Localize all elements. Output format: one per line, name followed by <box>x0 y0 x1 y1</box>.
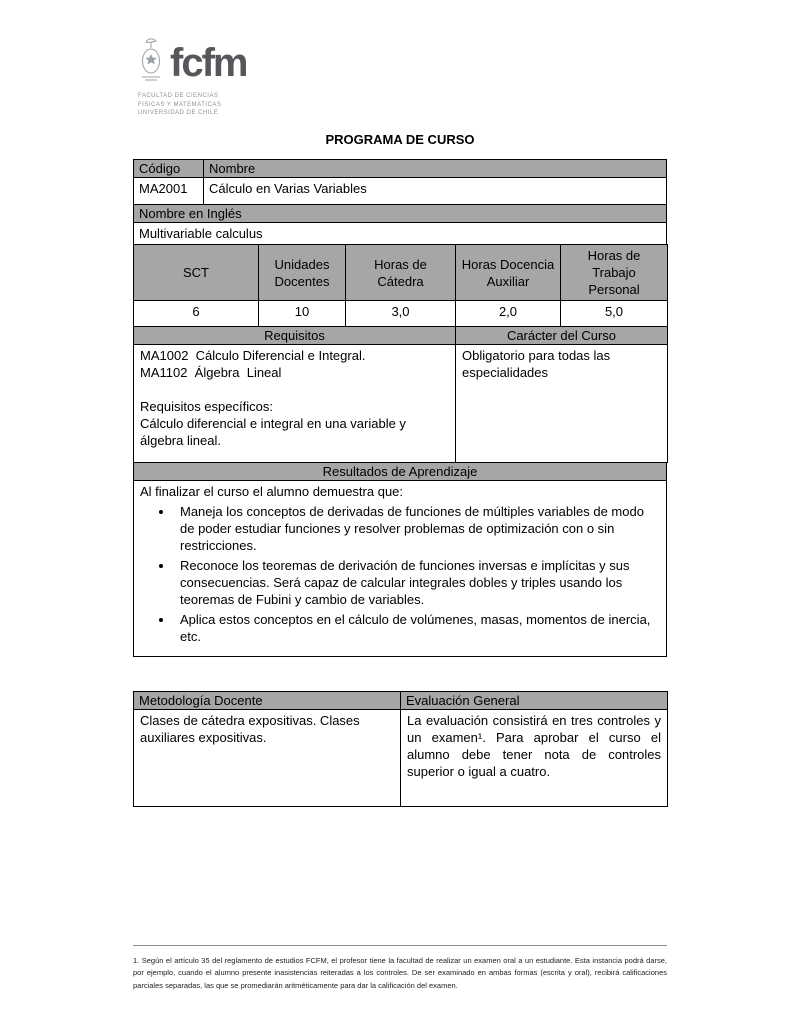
requisitos-value-cell <box>134 345 456 463</box>
horas-catedra-header-cell: Horas de Cátedra <box>346 245 456 301</box>
unidades-docentes-header-cell: Unidades Docentes <box>259 245 346 301</box>
metodologia-evaluacion-table <box>133 691 668 807</box>
metodologia-header-cell: Metodología Docente <box>134 692 401 710</box>
table-row <box>134 345 668 463</box>
resultados-value-cell <box>134 481 667 657</box>
table-row <box>134 463 667 481</box>
requisito-line: MA1002 Cálculo Diferencial e Integral. <box>140 348 366 364</box>
horas-docencia-auxiliar-header-cell: Horas Docencia Auxiliar <box>456 245 561 301</box>
table-row <box>134 205 667 223</box>
resultados-intro: Al finalizar el curso el alumno demuestra que: <box>140 484 404 500</box>
codigo-nombre-table <box>133 159 667 205</box>
horas-trabajo-personal-value-cell: 5,0 <box>561 301 668 327</box>
evaluacion-value-cell: La evaluación consistirá en tres controles y un examen¹. Para aprobar el curso el alumno debe tener nota de controles superior o igual a cuatro. <box>401 710 668 807</box>
requisito-line: Cálculo diferencial e integral en una variable y álgebra lineal. <box>140 416 410 449</box>
table-row <box>134 178 667 205</box>
table-row <box>134 710 668 807</box>
nombre-ingles-value-cell: Multivariable calculus <box>134 223 667 245</box>
table-row <box>134 327 668 345</box>
table-row <box>134 481 667 657</box>
universidad-de-chile-emblem-icon <box>138 36 164 89</box>
sct-header-cell: SCT <box>134 245 259 301</box>
table-row <box>134 160 667 178</box>
fcfm-wordmark: fcfm <box>170 40 247 85</box>
logo-caption-line: FACULTAD DE CIENCIAS <box>138 93 219 99</box>
requisito-line: Requisitos específicos: <box>140 399 273 415</box>
codigo-header-cell: Código <box>134 160 204 178</box>
table-row <box>134 223 667 245</box>
logo-caption-line: FISICAS Y MATEMATICAS <box>138 101 222 108</box>
horas-trabajo-personal-header-cell: Horas de Trabajo Personal <box>561 245 668 301</box>
evaluacion-header-cell: Evaluación General <box>401 692 668 710</box>
footnote-divider <box>133 945 667 946</box>
unidades-docentes-value-cell: 10 <box>259 301 346 327</box>
requisitos-table <box>133 326 668 463</box>
fcfm-logo <box>138 0 308 118</box>
caracter-curso-header-cell: Carácter del Curso <box>456 327 668 345</box>
requisito-line: MA1102 Álgebra Lineal <box>140 365 282 381</box>
horas-docencia-auxiliar-value-cell: 2,0 <box>456 301 561 327</box>
table-row <box>134 245 668 301</box>
metodologia-value-cell: Clases de cátedra expositivas. Clases auxiliares expositivas. <box>134 710 401 807</box>
resultados-header-cell: Resultados de Aprendizaje <box>134 463 667 481</box>
table-row <box>134 692 668 710</box>
resultados-table <box>133 462 667 657</box>
nombre-header-cell: Nombre <box>204 160 667 178</box>
requisito-line <box>140 381 449 398</box>
table-row <box>134 301 668 327</box>
nombre-value-cell: Cálculo en Varias Variables <box>204 178 667 205</box>
caracter-curso-value-cell: Obligatorio para todas las especialidades <box>456 345 668 463</box>
nombre-ingles-header-cell: Nombre en Inglés <box>134 205 667 223</box>
resultados-bullet: • Maneja los conceptos de derivadas de funciones de múltiples variables de modo de poder estudiar funciones y resolver problemas de optimización con o sin restricciones. <box>174 503 660 554</box>
footnote-section <box>133 945 667 992</box>
codigo-value-cell: MA2001 <box>134 178 204 205</box>
resultados-bullet: • Aplica estos conceptos en el cálculo de volúmenes, masas, momentos de inercia, etc. <box>174 611 660 645</box>
resultados-bullet: • Reconoce los teoremas de derivación de funciones inversas e implícitas y sus consecuencias. Será capaz de calcular integrales dobles y triples usando los teoremas de Fubini y cambio de variables. <box>174 557 660 608</box>
sct-value-cell: 6 <box>134 301 259 327</box>
horas-table <box>133 244 668 327</box>
logo-caption <box>138 92 308 118</box>
resultados-bullet-list <box>174 503 660 645</box>
horas-catedra-value-cell: 3,0 <box>346 301 456 327</box>
requisitos-header-cell: Requisitos <box>134 327 456 345</box>
nombre-ingles-table <box>133 204 667 245</box>
logo-caption-line: UNIVERSIDAD DE CHILE <box>138 110 219 117</box>
page-title: PROGRAMA DE CURSO <box>325 132 475 148</box>
footnote-text: 1. Según el artículo 35 del reglamento de estudios FCFM, el profesor tiene la facultad de realizar un examen oral a un estudiante. Esta instancia podrá darse, por ejemplo, cuando el alumno presente inasistencias reiteradas a los controles. De ser examinado en ambas formas (escrita y oral), recibirá calificaciones parciales separadas, las que se promediarán aritméticamente para dar la calificación del examen. <box>133 956 667 990</box>
